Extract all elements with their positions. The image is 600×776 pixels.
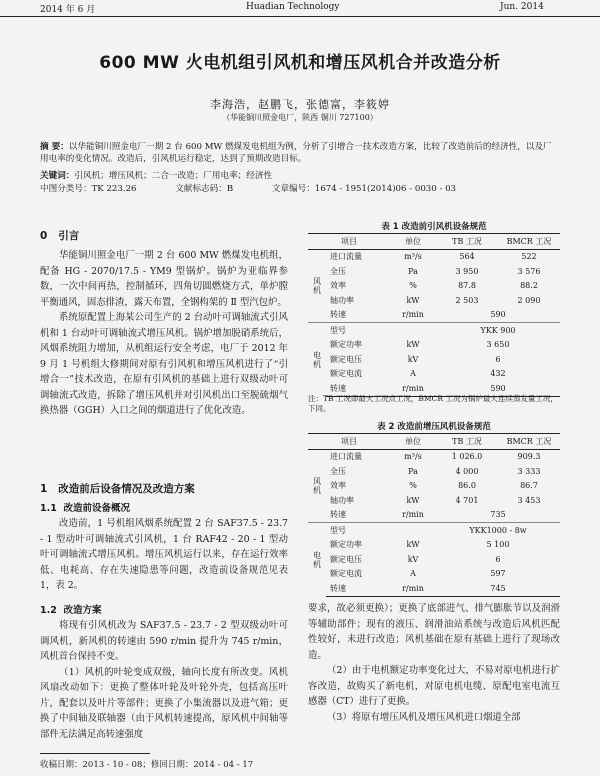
- table-cell: 进口流量: [330, 252, 362, 262]
- table-cell: kW: [406, 295, 420, 305]
- right-column-body: [308, 601, 560, 725]
- table-row: [308, 338, 560, 353]
- table-row: [308, 279, 560, 294]
- classification-line: [40, 183, 560, 195]
- header-issue: Jun. 2014: [500, 2, 544, 12]
- table-cell: Pa: [408, 266, 418, 276]
- table-cell: 额定电压: [330, 554, 362, 564]
- table-cell: %: [409, 281, 417, 291]
- article-number: 文章编号：1674 - 1951(2014)06 - 0030 - 03: [271, 184, 457, 194]
- table-cell: kV: [407, 354, 419, 364]
- document-code: 文献标志码：B: [175, 184, 234, 194]
- table-cell: r/min: [390, 381, 436, 396]
- table-cell: 进口流量: [330, 452, 362, 462]
- section-1-2-body: [40, 618, 288, 742]
- table-cell: 5 100: [486, 540, 510, 550]
- table-1: [308, 233, 560, 397]
- running-header: [0, 0, 600, 17]
- section-title: 改造方案: [63, 605, 102, 616]
- table-header-cell: BMCR 工况: [498, 234, 560, 250]
- table-cell: 转速: [326, 381, 390, 396]
- table-cell: 额定电压: [330, 354, 362, 364]
- table-row: [308, 523, 560, 538]
- clc-number: 中图分类号：TK 223.26: [40, 184, 137, 194]
- paper-title: 600 MW 火电机组引风机和增压风机合并改造分析: [99, 53, 501, 73]
- table-cell: 转速: [326, 581, 390, 596]
- table-cell: 3 453: [517, 495, 541, 505]
- group-label: 电机: [308, 523, 326, 597]
- table-cell: 3 650: [486, 340, 510, 350]
- table-header-cell: TB 工况: [436, 434, 498, 450]
- header-date: 2014 年 6 月: [40, 5, 96, 15]
- table-cell: 564: [459, 252, 475, 262]
- section-0-heading: [40, 228, 79, 243]
- table-1-note: 注：TB 工况即最大工况点工况，BMCR 工况为锅炉最大连续蒸发量工况，下同。: [308, 394, 558, 413]
- section-1-1-paragraph: 改造前，1 号机组风烟系统配置 2 台 SAF37.5 - 23.7 - 1 型动叶可调轴流式引风机，1 台 RAF42 - 20 - 1 型动叶可调轴流式增压风机。增压风机运行以来，存在运行效率低、电耗高、存在失速隐患等问题，改造前设备规范见表 1，表 2。: [40, 518, 288, 591]
- table-cell: 909.3: [517, 452, 541, 462]
- section-1-1-body: [40, 516, 288, 594]
- table-cell: kW: [406, 495, 420, 505]
- table-cell: 转速: [330, 510, 346, 520]
- received-dates: 收稿日期：2013 - 10 - 08；修回日期：2014 - 04 - 17: [40, 760, 254, 770]
- table-cell: 87.8: [458, 281, 476, 291]
- group-label: 电机: [308, 323, 326, 397]
- table-cell: 2 503: [455, 295, 479, 305]
- table-row: [308, 552, 560, 567]
- table-row: [308, 464, 560, 479]
- table-row: [308, 538, 560, 553]
- table-cell: Pa: [408, 466, 418, 476]
- table-cell: r/min: [390, 581, 436, 596]
- table-cell: m³/s: [404, 252, 422, 262]
- table-cell: 88.2: [520, 281, 538, 291]
- table-row: [308, 352, 560, 367]
- section-1-2-paragraph-1: 将现有引风机改为 SAF37.5 - 23.7 - 2 型双级动叶可调风机，新风机的转速由 590 r/min 提升为 745 r/min，风机首台保持不变。: [40, 620, 288, 662]
- table-1-caption: 表 1 改造前引风机设备规范: [381, 222, 487, 232]
- table-cell: 3 576: [517, 266, 541, 276]
- paragraph-motor: （2）由于电机额定功率变化过大，不易对原电机进行扩容改造，故购买了新电机，对原电机电缆、原配电室电流互感器（CT）进行了更换。: [308, 665, 560, 707]
- table-cell: 4 000: [455, 466, 479, 476]
- table-row: [308, 264, 560, 279]
- footnote-rule: [40, 753, 150, 754]
- table-cell: [390, 323, 436, 338]
- table-row: [308, 479, 560, 494]
- section-1-1-heading: [40, 500, 130, 514]
- table-header-cell: 项目: [308, 234, 390, 250]
- section-title: 改造前设备概况: [63, 503, 130, 514]
- table-cell: 4 701: [455, 495, 479, 505]
- header-journal: Huadian Technology: [246, 2, 340, 12]
- section-number: 0: [40, 230, 48, 242]
- abstract-label: 摘 要：: [40, 142, 69, 152]
- group-label: 风机: [312, 276, 322, 295]
- table-cell: kW: [406, 540, 420, 550]
- table-cell: 型号: [326, 523, 390, 538]
- table-cell: kW: [406, 340, 420, 350]
- table-1-header-row: [308, 234, 560, 250]
- table-row: [308, 293, 560, 308]
- table-row: [308, 567, 560, 582]
- section-number: 1.1: [40, 503, 57, 514]
- table-cell: 86.7: [520, 481, 538, 491]
- table-2: [308, 433, 560, 597]
- table-row: [308, 323, 560, 338]
- section-title: 改造前后设备情况及改造方案: [58, 483, 195, 495]
- table-cell: 745: [436, 581, 560, 596]
- keywords-text: 引风机；增压风机；二合一改造；厂用电率；经济性: [74, 171, 273, 181]
- keywords-label: 关键词：: [40, 171, 75, 181]
- table-row: [308, 367, 560, 382]
- table-cell: 432: [490, 369, 506, 379]
- table-cell: m³/s: [404, 452, 422, 462]
- continued-paragraph: 要求，故必须更换）；更换了底部进气、排气膨胀节以及润滑等辅助部件；现有的液压、润滑油站系统与改造后风机匹配性较好，未进行改造；风机基础在原有基础上进行了现场改造。: [308, 603, 560, 661]
- section-number: 1: [40, 483, 48, 495]
- table-cell: 590: [436, 381, 560, 396]
- table-2-caption: 表 2 改造前增压风机设备规范: [377, 422, 491, 432]
- table-cell: 轴功率: [330, 295, 354, 305]
- table-cell: 额定电流: [330, 569, 362, 579]
- table-cell: 效率: [330, 281, 346, 291]
- table-cell: r/min: [402, 510, 424, 520]
- table-cell: 额定功率: [330, 540, 362, 550]
- table-cell: 3 333: [517, 466, 541, 476]
- table-header-cell: BMCR 工况: [498, 434, 560, 450]
- authors: 李海浩，赵鹏飞，张德富，李筱婷: [210, 98, 390, 111]
- intro-paragraph-2: 系统原配置上海某公司生产的 2 台动叶可调轴流式引风机和 1 台动叶可调轴流式增压风机。锅炉增加脱硝系统后，风烟系统阻力增加，从机组运行安全考虑，电厂于 2012 年 9 月 1 号机组大修期间对原有引风机和增压风机进行了“引增合一”技术改造，在原有引风机的基础上进行双级动叶可调轴流式改造，拆除了增压风机并对引风机出口至脱硫烟气换热器（GGH）入口之间的烟道进行了优化改造。: [40, 312, 288, 416]
- table-cell: 3 950: [455, 266, 479, 276]
- table-header-cell: 项目: [308, 434, 390, 450]
- table-row: [308, 493, 560, 508]
- intro-paragraph-1: 华能铜川照金电厂一期 2 台 600 MW 燃煤发电机组，配备 HG - 2070/17.5 - YM9 型锅炉。锅炉为亚临界参数，一次中间再热，控制循环，四角切圆燃烧方式，单炉膛平衡通风，固态排渣，露天布置，全钢构架的 Ⅱ 型汽包炉。: [40, 250, 288, 308]
- table-cell: 86.0: [458, 481, 476, 491]
- table-cell: 全压: [330, 266, 346, 276]
- table-header-cell: 单位: [390, 234, 436, 250]
- table-cell: 590: [490, 310, 506, 320]
- table-cell: r/min: [402, 310, 424, 320]
- table-row: [308, 249, 560, 264]
- section-1-2-paragraph-2: （1）风机的叶轮变成双级，轴向长度有所改变。风机风扇改动如下：更换了整体叶轮及叶轮外壳，包括高压叶片，配套以及叶片等部件；更换了小集流器以及进气箱；更换了中间轴及联轴器（由于风机转速提高，原风机中间轴等部件无法满足高转速强度: [40, 666, 288, 740]
- table-cell: 效率: [330, 481, 346, 491]
- paragraph-duct: （3）将原有增压风机及增压风机进口烟道全部: [327, 711, 521, 723]
- section-number: 1.2: [40, 605, 57, 616]
- table-cell: YKK1000 - 8w: [436, 523, 560, 538]
- table-cell: 全压: [330, 466, 346, 476]
- table-header-cell: 单位: [390, 434, 436, 450]
- table-header-cell: TB 工况: [436, 234, 498, 250]
- table-row: [308, 581, 560, 596]
- table-cell: 6: [495, 354, 501, 364]
- table-cell: 597: [490, 569, 506, 579]
- table-row: [308, 308, 560, 323]
- table-cell: 1 026.0: [451, 452, 483, 462]
- table-cell: kV: [407, 554, 419, 564]
- section-1-heading: [40, 481, 195, 496]
- table-cell: 型号: [326, 323, 390, 338]
- abstract-text: 以华能铜川照金电厂一期 2 台 600 MW 燃煤发电机组为例，分析了引增合一技术改造方案，比较了改造前后的经济性，以及厂用电率的变化情况。改造后，引风机运行稳定，达到了预期改造目标。: [40, 142, 552, 164]
- table-cell: 522: [521, 252, 537, 262]
- table-cell: 6: [495, 554, 501, 564]
- table-cell: 735: [490, 510, 506, 520]
- table-row: [308, 508, 560, 523]
- intro-body: [40, 248, 288, 419]
- table-cell: 转速: [330, 310, 346, 320]
- table-2-header-row: [308, 434, 560, 450]
- table-cell: %: [409, 481, 417, 491]
- table-cell: 轴功率: [330, 495, 354, 505]
- table-cell: 额定功率: [330, 340, 362, 350]
- table-cell: A: [410, 369, 416, 379]
- table-row: [308, 449, 560, 464]
- affiliation: （华能铜川照金电厂，陕西 铜川 727100）: [222, 113, 378, 122]
- abstract: [40, 141, 560, 165]
- keywords: [40, 170, 560, 182]
- section-1-2-heading: [40, 602, 101, 616]
- table-cell: 额定电流: [330, 369, 362, 379]
- table-cell: [390, 523, 436, 538]
- table-cell: YKK 900: [436, 323, 560, 338]
- table-cell: 2 090: [517, 295, 541, 305]
- section-title: 引言: [58, 230, 80, 242]
- group-label: 风机: [312, 476, 322, 495]
- table-cell: A: [410, 569, 416, 579]
